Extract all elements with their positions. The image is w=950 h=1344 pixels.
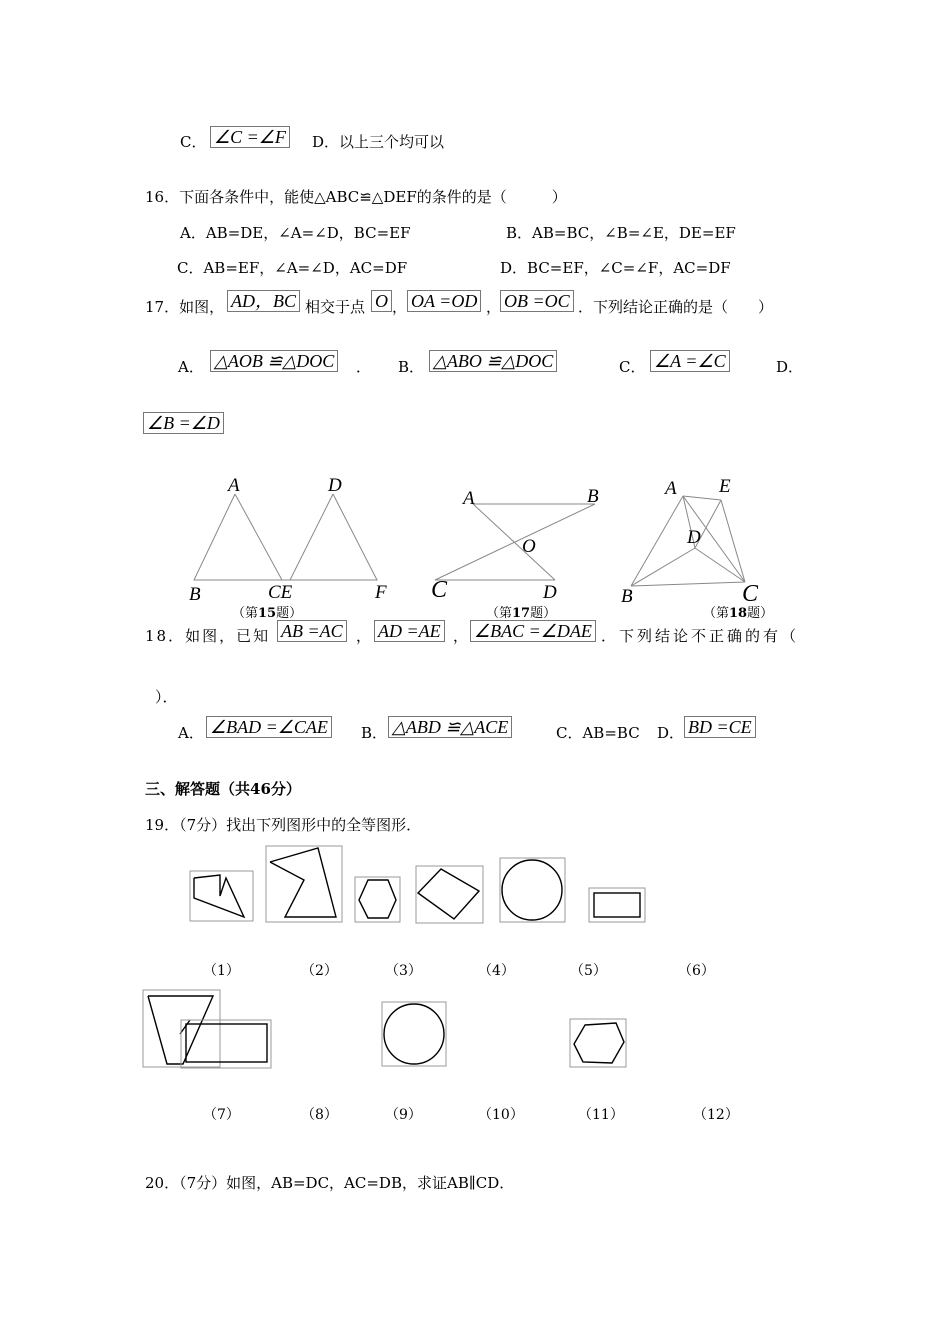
q17-option-b-label: B． bbox=[398, 358, 425, 376]
fig18-label-a: A bbox=[665, 478, 677, 499]
q16-option-d: D．BC=EF，∠C=∠F，AC=DF bbox=[500, 259, 731, 277]
q17-prefix: 17．如图， bbox=[145, 298, 225, 316]
q18-option-d-label: D． bbox=[657, 724, 685, 742]
q18-option-a: ∠BAD =∠CAE bbox=[206, 716, 332, 738]
q18-suffix: ．下列结论不正确的有（ bbox=[601, 627, 800, 645]
fig17-label-b: B bbox=[587, 486, 599, 507]
q18-option-c: C．AB=BC bbox=[556, 724, 640, 742]
fig15-label-a: A bbox=[228, 475, 240, 496]
q17-option-c-label: C． bbox=[619, 358, 646, 376]
q19-label-4: （4） bbox=[478, 963, 515, 979]
fig17-label-o: O bbox=[522, 536, 536, 557]
q18-angle-bac-dae: ∠BAC =∠DAE bbox=[470, 620, 596, 642]
fig17-caption: （第17题） bbox=[486, 606, 557, 621]
q16-option-c: C．AB=EF，∠A=∠D，AC=DF bbox=[177, 259, 408, 277]
q15-option-c-formula: ∠C =∠F bbox=[210, 126, 290, 148]
fig18-label-d: D bbox=[687, 527, 701, 548]
q18-comma-2: ， bbox=[453, 627, 469, 645]
q17-option-d: ∠B =∠D bbox=[143, 412, 224, 434]
q17-suffix: ．下列结论正确的是（ ） bbox=[578, 298, 774, 316]
fig15-label-d: D bbox=[328, 475, 342, 496]
q18-ab-ac: AB =AC bbox=[277, 620, 347, 642]
section-3-title: 三、解答题（共46分） bbox=[145, 780, 301, 798]
q17-option-a: △AOB ≌△DOC bbox=[210, 350, 338, 372]
q17-option-a-tail: ． bbox=[356, 358, 372, 376]
q18-option-a-label: A． bbox=[178, 724, 204, 742]
q19-label-8: （8） bbox=[301, 1107, 338, 1123]
fig15-label-b: B bbox=[189, 584, 201, 605]
fig18-label-c: C bbox=[742, 581, 759, 607]
fig18-label-b: B bbox=[621, 586, 633, 607]
q15-option-c-label: C． bbox=[180, 133, 207, 151]
fig17-label-d: D bbox=[543, 582, 557, 603]
q18-option-b: △ABD ≌△ACE bbox=[388, 716, 512, 738]
fig17-label-c: C bbox=[431, 577, 448, 603]
q19-label-3: （3） bbox=[385, 963, 422, 979]
q19-label-1: （1） bbox=[203, 963, 240, 979]
q17-lines-ad-bc: AD，BC bbox=[227, 290, 300, 312]
q16-option-b: B．AB=BC，∠B=∠E，DE=EF bbox=[506, 224, 736, 242]
q18-option-b-label: B． bbox=[361, 724, 388, 742]
q17-comma-1: ， bbox=[392, 298, 408, 316]
q18-ad-ae: AD =AE bbox=[374, 620, 445, 642]
q15-option-d: D．以上三个均可以 bbox=[312, 133, 445, 151]
q17-point-o: O bbox=[371, 290, 392, 312]
q19-label-11: （11） bbox=[578, 1107, 624, 1123]
q19-label-6: （6） bbox=[678, 963, 715, 979]
q20-stem: 20．（7分）如图，AB=DC，AC=DB，求证AB∥CD． bbox=[145, 1174, 515, 1192]
q19-label-7: （7） bbox=[203, 1107, 240, 1123]
fig15-caption: （第15题） bbox=[232, 606, 303, 621]
fig15-label-ce: CE bbox=[268, 582, 293, 603]
q17-option-b: △ABO ≌△DOC bbox=[429, 350, 557, 372]
q18-comma-1: ， bbox=[356, 627, 372, 645]
q17-option-a-label: A． bbox=[178, 358, 204, 376]
q19-label-5: （5） bbox=[570, 963, 607, 979]
q19-stem: 19．（7分）找出下列图形中的全等图形． bbox=[145, 816, 422, 834]
q17-ob-oc: OB =OC bbox=[500, 290, 574, 312]
fig15-label-f: F bbox=[375, 582, 387, 603]
q19-label-9: （9） bbox=[385, 1107, 422, 1123]
q17-option-d-label: D． bbox=[776, 358, 804, 376]
q16-option-a: A．AB=DE，∠A=∠D，BC=EF bbox=[180, 224, 411, 242]
q19-label-10: （10） bbox=[478, 1107, 524, 1123]
q18-close: ）． bbox=[155, 688, 178, 706]
q19-label-2: （2） bbox=[301, 963, 338, 979]
q19-label-12: （12） bbox=[693, 1107, 739, 1123]
q18-option-d: BD =CE bbox=[684, 716, 756, 738]
q17-oa-od: OA =OD bbox=[407, 290, 481, 312]
fig17-label-a: A bbox=[463, 488, 475, 509]
q17-intersect-text: 相交于点 bbox=[305, 298, 366, 316]
fig18-caption: （第18题） bbox=[703, 606, 774, 621]
fig18-label-e: E bbox=[719, 476, 731, 497]
q16-stem: 16．下面各条件中，能使△ABC≌△DEF的条件的是（ ） bbox=[145, 188, 567, 206]
q18-prefix: 18．如图，已知 bbox=[145, 627, 271, 645]
q17-comma-2: ， bbox=[486, 298, 502, 316]
q17-option-c: ∠A =∠C bbox=[650, 350, 730, 372]
